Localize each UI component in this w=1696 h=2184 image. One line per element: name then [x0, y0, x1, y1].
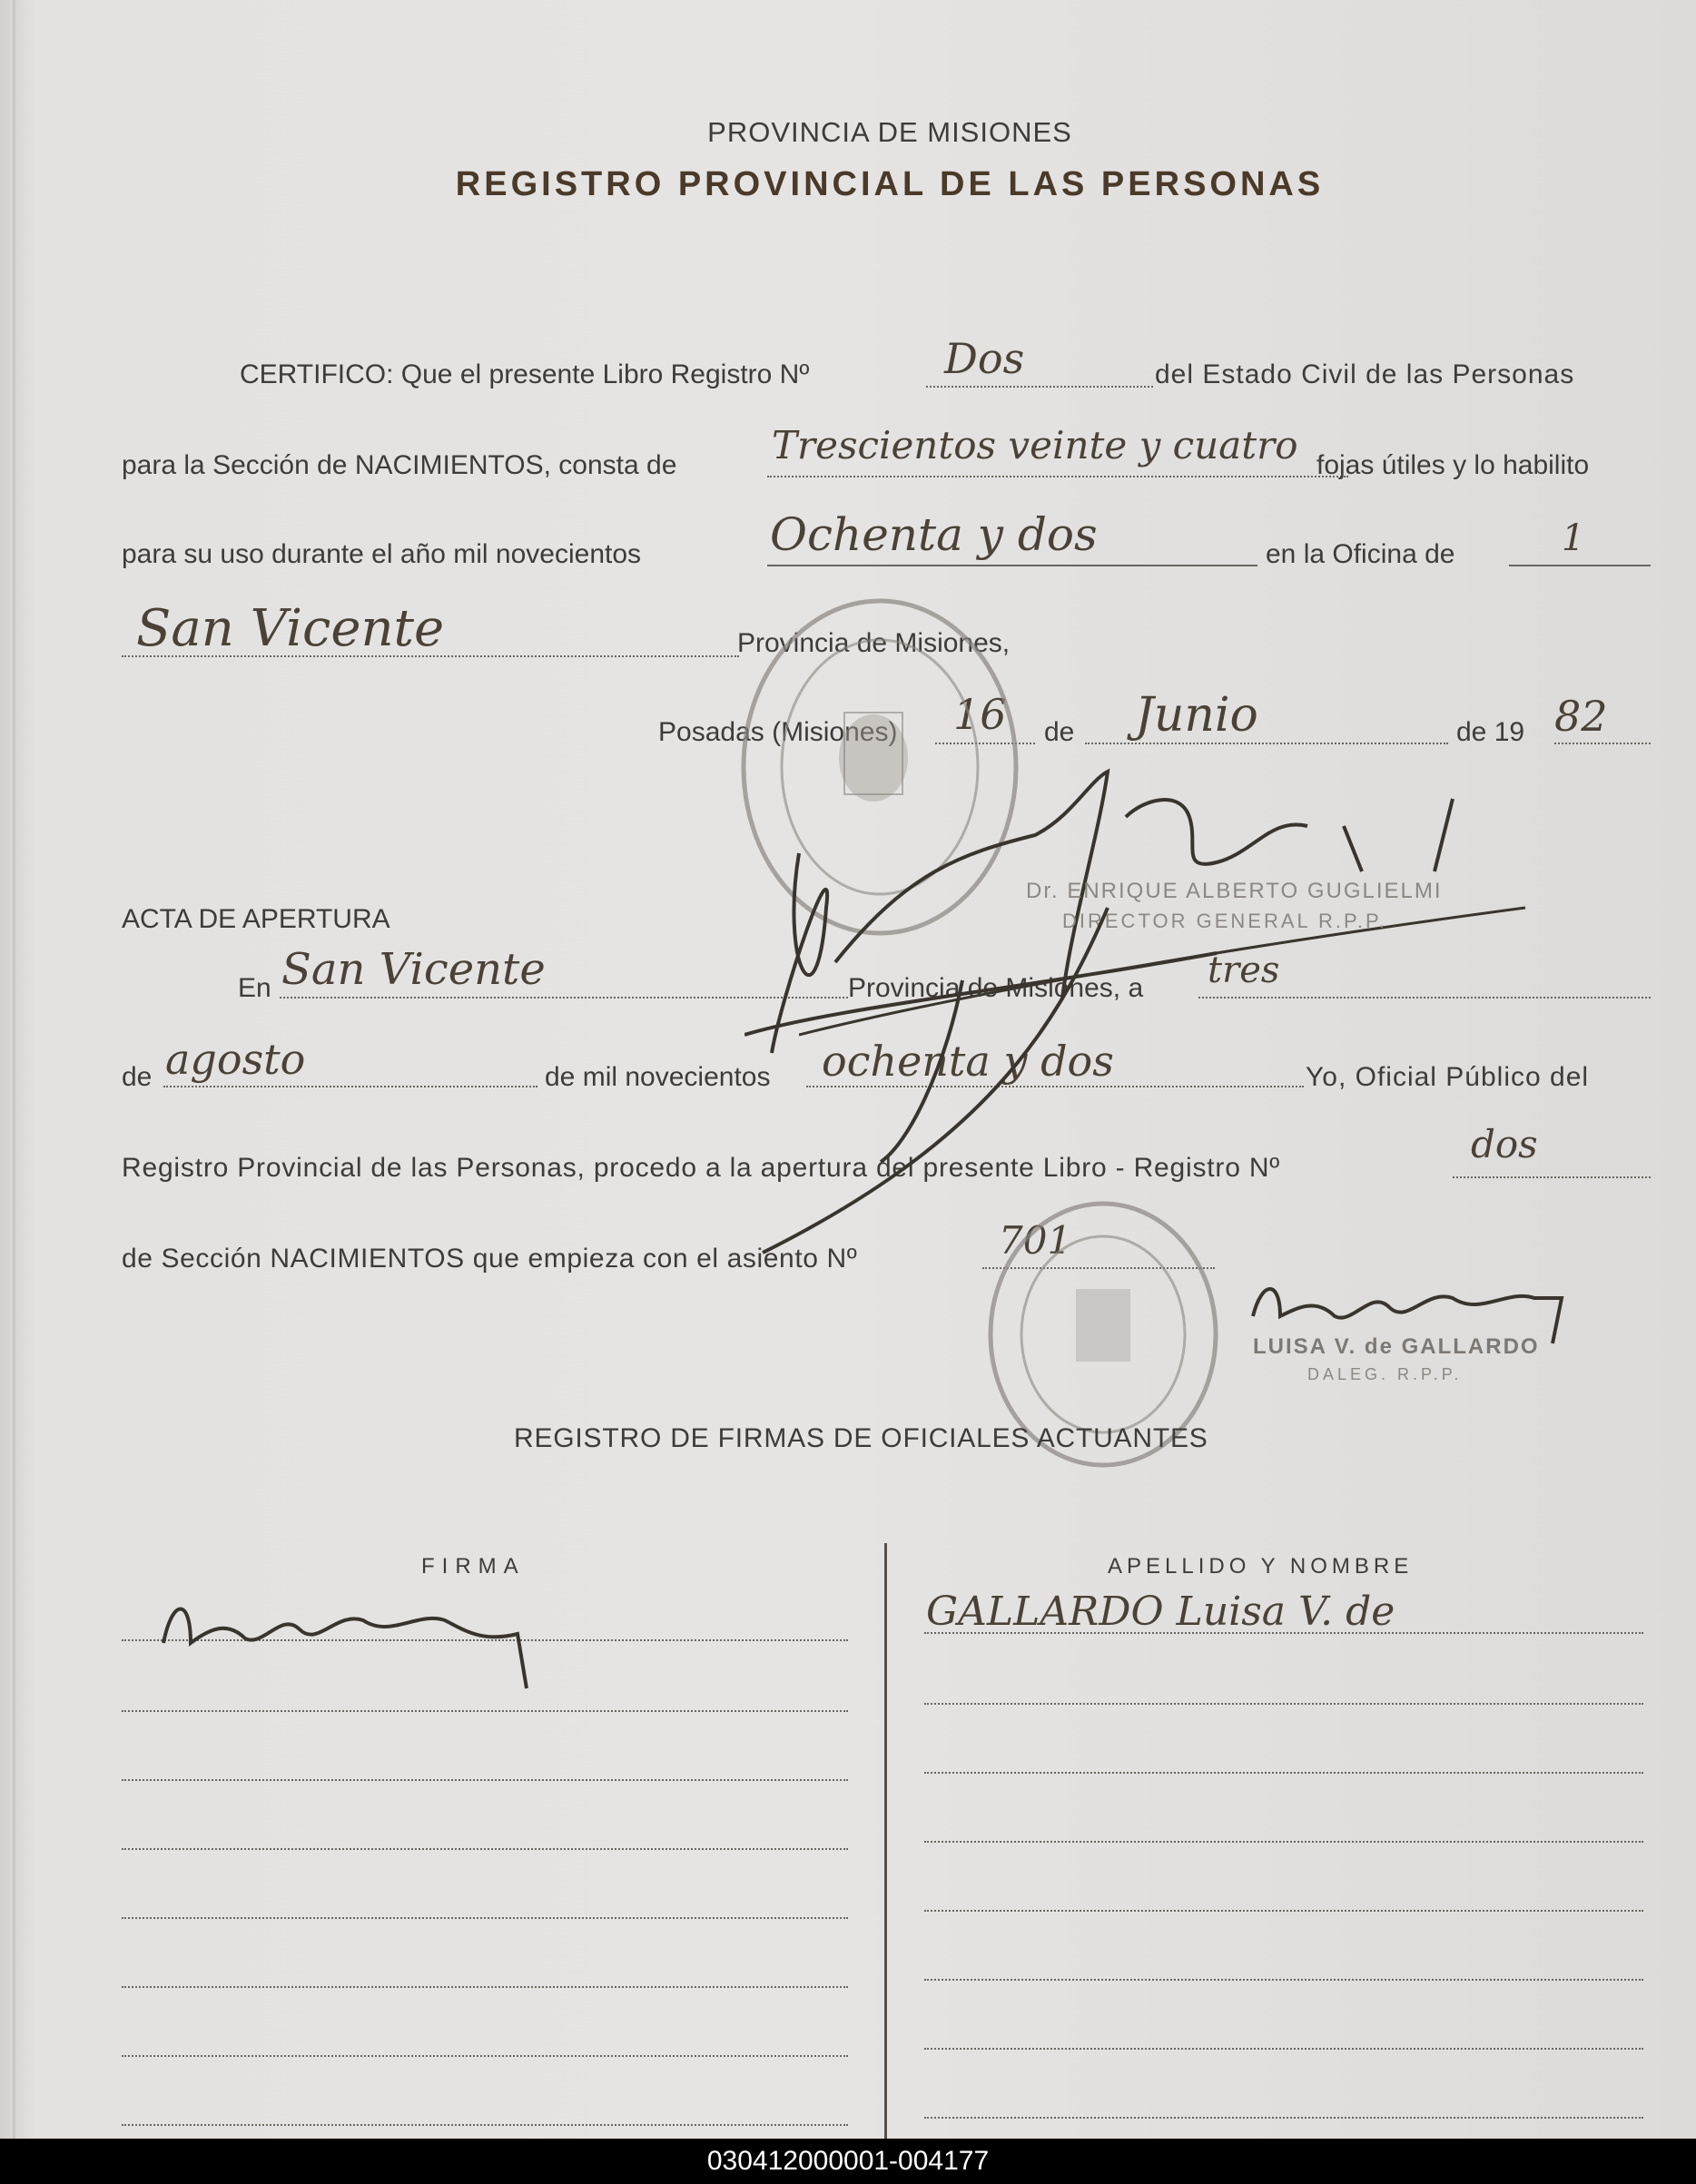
handwritten-office: San Vicente	[136, 599, 445, 658]
signatures-heading: REGISTRO DE FIRMAS DE OFICIALES ACTUANTES	[514, 1423, 1208, 1453]
signature-line	[122, 1710, 848, 1712]
handwritten-day: 16	[953, 690, 1007, 739]
signature-line	[122, 1779, 848, 1781]
column-divider	[884, 1543, 887, 2139]
signature-line	[122, 2055, 848, 2057]
dotted-line	[163, 1086, 537, 1087]
dotted-line	[926, 386, 1153, 388]
dotted-line	[1085, 743, 1448, 744]
handwritten-acta-book: dos	[1471, 1122, 1538, 1166]
handwritten-acta-year: ochenta y dos	[822, 1037, 1114, 1086]
handwritten-acta-month: agosto	[165, 1035, 306, 1084]
name-line	[924, 1910, 1643, 1912]
handwritten-year-short: 82	[1554, 692, 1608, 741]
acta-heading: ACTA DE APERTURA	[122, 904, 390, 934]
handwritten-acta-entry: 701	[999, 1218, 1072, 1263]
cert-line-2-end: fojas útiles y lo habilito	[1316, 450, 1590, 480]
cert-line-1-end: del Estado Civil de las Personas	[1155, 359, 1575, 389]
underline	[767, 565, 1257, 566]
handwritten-acta-place: San Vicente	[281, 944, 546, 995]
cert-line-1: CERTIFICO: Que el presente Libro Registro Nº	[240, 359, 810, 389]
handwritten-year: Ochenta y dos	[770, 508, 1098, 561]
signatory1-name: Dr. ENRIQUE ALBERTO GUGLIELMI	[1026, 879, 1443, 903]
name-line	[924, 1703, 1643, 1705]
handwritten-month: Junio	[1135, 688, 1258, 743]
name-line	[924, 1772, 1643, 1774]
dotted-line	[1554, 743, 1651, 744]
signatory1-title: DIRECTOR GENERAL R.P.P.	[1062, 910, 1387, 932]
signature-line	[122, 1848, 848, 1850]
name-line	[924, 1841, 1643, 1843]
signatory2-name: LUISA V. de GALLARDO	[1253, 1334, 1540, 1359]
footer-code: 030412000001-004177	[0, 2139, 1696, 2184]
acta-prov: Provincia de Misiones, a	[848, 973, 1144, 1003]
dotted-line	[767, 476, 1348, 477]
acta-line-4: de Sección NACIMIENTOS que empieza con el asiento Nº	[122, 1244, 858, 1274]
col-name-header: APELLIDO Y NOMBRE	[1108, 1554, 1414, 1579]
cert-line-4-end: Provincia de Misiones,	[737, 628, 1011, 658]
name-line	[924, 2048, 1643, 2050]
handwritten-office-number: 1	[1562, 517, 1585, 559]
col-firma-header: FIRMA	[421, 1554, 526, 1579]
acta-de: de	[122, 1062, 153, 1092]
page-fold	[13, 0, 15, 2139]
signature-line	[122, 1917, 848, 1919]
acta-mil: de mil novecientos	[545, 1062, 771, 1092]
cert-line-3-end: en la Oficina de	[1266, 539, 1455, 569]
acta-yo: Yo, Oficial Público del	[1306, 1062, 1590, 1092]
signatory2-title: DALEG. R.P.P.	[1307, 1365, 1463, 1383]
acta-en: En	[238, 973, 271, 1003]
signature-row-icon	[154, 1579, 554, 1697]
signature-line	[122, 1986, 848, 1988]
date-de-year: de 19	[1456, 717, 1525, 747]
signature-line	[122, 2124, 848, 2126]
date-de: de	[1044, 717, 1075, 747]
handwritten-acta-day: tres	[1208, 949, 1280, 991]
registry-title: REGISTRO PROVINCIAL DE LAS PERSONAS	[455, 165, 1325, 203]
acta-line-3: Registro Provincial de las Personas, procedo a la apertura del presente Libro - Registro Nº	[122, 1153, 1281, 1183]
province-title: PROVINCIA DE MISIONES	[707, 116, 1072, 148]
underline	[1509, 565, 1651, 566]
name-line	[924, 2117, 1643, 2119]
handwritten-book-number: Dos	[944, 334, 1025, 383]
name-line	[924, 1979, 1643, 1981]
handwritten-officer-name: GALLARDO Luisa V. de	[926, 1589, 1395, 1635]
cert-line-2: para la Sección de NACIMIENTOS, consta de	[122, 450, 677, 480]
cert-line-3: para su uso durante el año mil novecientos	[122, 539, 642, 569]
date-place: Posadas (Misiones)	[658, 717, 898, 747]
handwritten-page-count: Trescientos veinte y cuatro	[772, 423, 1298, 467]
